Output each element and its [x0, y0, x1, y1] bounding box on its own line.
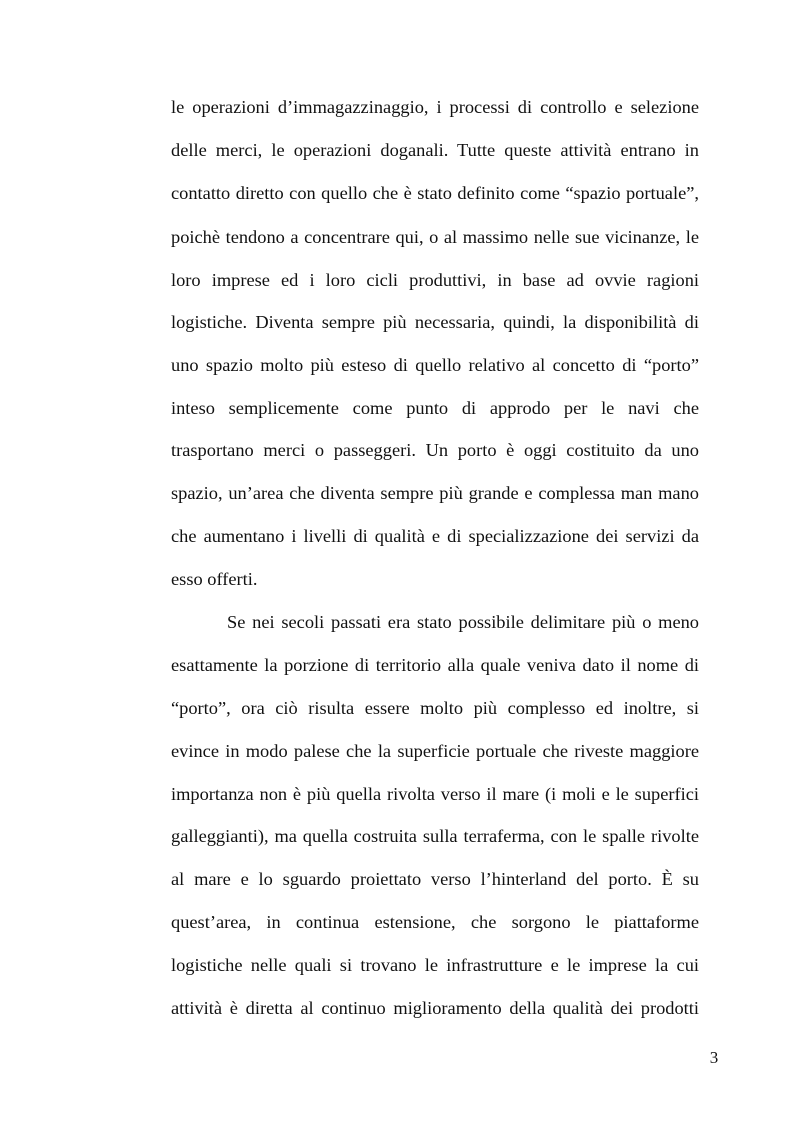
text-line: loro imprese ed i loro cicli produttivi, in base ad ovvie ragioni [171, 270, 699, 290]
text-line: al mare e lo sguardo proiettato verso l’hinterland del porto. È su [171, 869, 699, 889]
page-number: 3 [709, 1048, 719, 1067]
text-line: delle merci, le operazioni doganali. Tutte queste attività entrano in [171, 140, 699, 160]
text-line: spazio, un’area che diventa sempre più grande e complessa man mano [171, 483, 699, 503]
text-line: contatto diretto con quello che è stato definito come “spazio portuale”, [171, 183, 699, 203]
text-line: le operazioni d’immagazzinaggio, i processi di controllo e selezione [171, 97, 699, 117]
text-line: poichè tendono a concentrare qui, o al massimo nelle sue vicinanze, le [171, 227, 699, 247]
text-line: galleggianti), ma quella costruita sulla terraferma, con le spalle rivolte [171, 826, 699, 846]
text-line: che aumentano i livelli di qualità e di specializzazione dei servizi da [171, 526, 699, 546]
text-line: inteso semplicemente come punto di approdo per le navi che [171, 398, 699, 418]
text-line: esso offerti. [171, 569, 258, 589]
text-line: trasportano merci o passeggeri. Un porto è oggi costituito da uno [171, 440, 699, 460]
text-line: “porto”, ora ciò risulta essere molto più complesso ed inoltre, si [171, 698, 699, 718]
text-line: Se nei secoli passati era stato possibile delimitare più o meno [227, 612, 699, 632]
text-line: quest’area, in continua estensione, che sorgono le piattaforme [171, 912, 699, 932]
text-line: logistiche nelle quali si trovano le infrastrutture e le imprese la cui [171, 955, 699, 975]
text-line: importanza non è più quella rivolta verso il mare (i moli e le superfici [171, 784, 699, 804]
text-line: esattamente la porzione di territorio alla quale veniva dato il nome di [171, 655, 699, 675]
text-line: attività è diretta al continuo miglioramento della qualità dei prodotti [171, 998, 699, 1018]
text-line: logistiche. Diventa sempre più necessaria, quindi, la disponibilità di [171, 312, 699, 332]
text-line: evince in modo palese che la superficie portuale che riveste maggiore [171, 741, 699, 761]
text-line: uno spazio molto più esteso di quello relativo al concetto di “porto” [171, 355, 699, 375]
